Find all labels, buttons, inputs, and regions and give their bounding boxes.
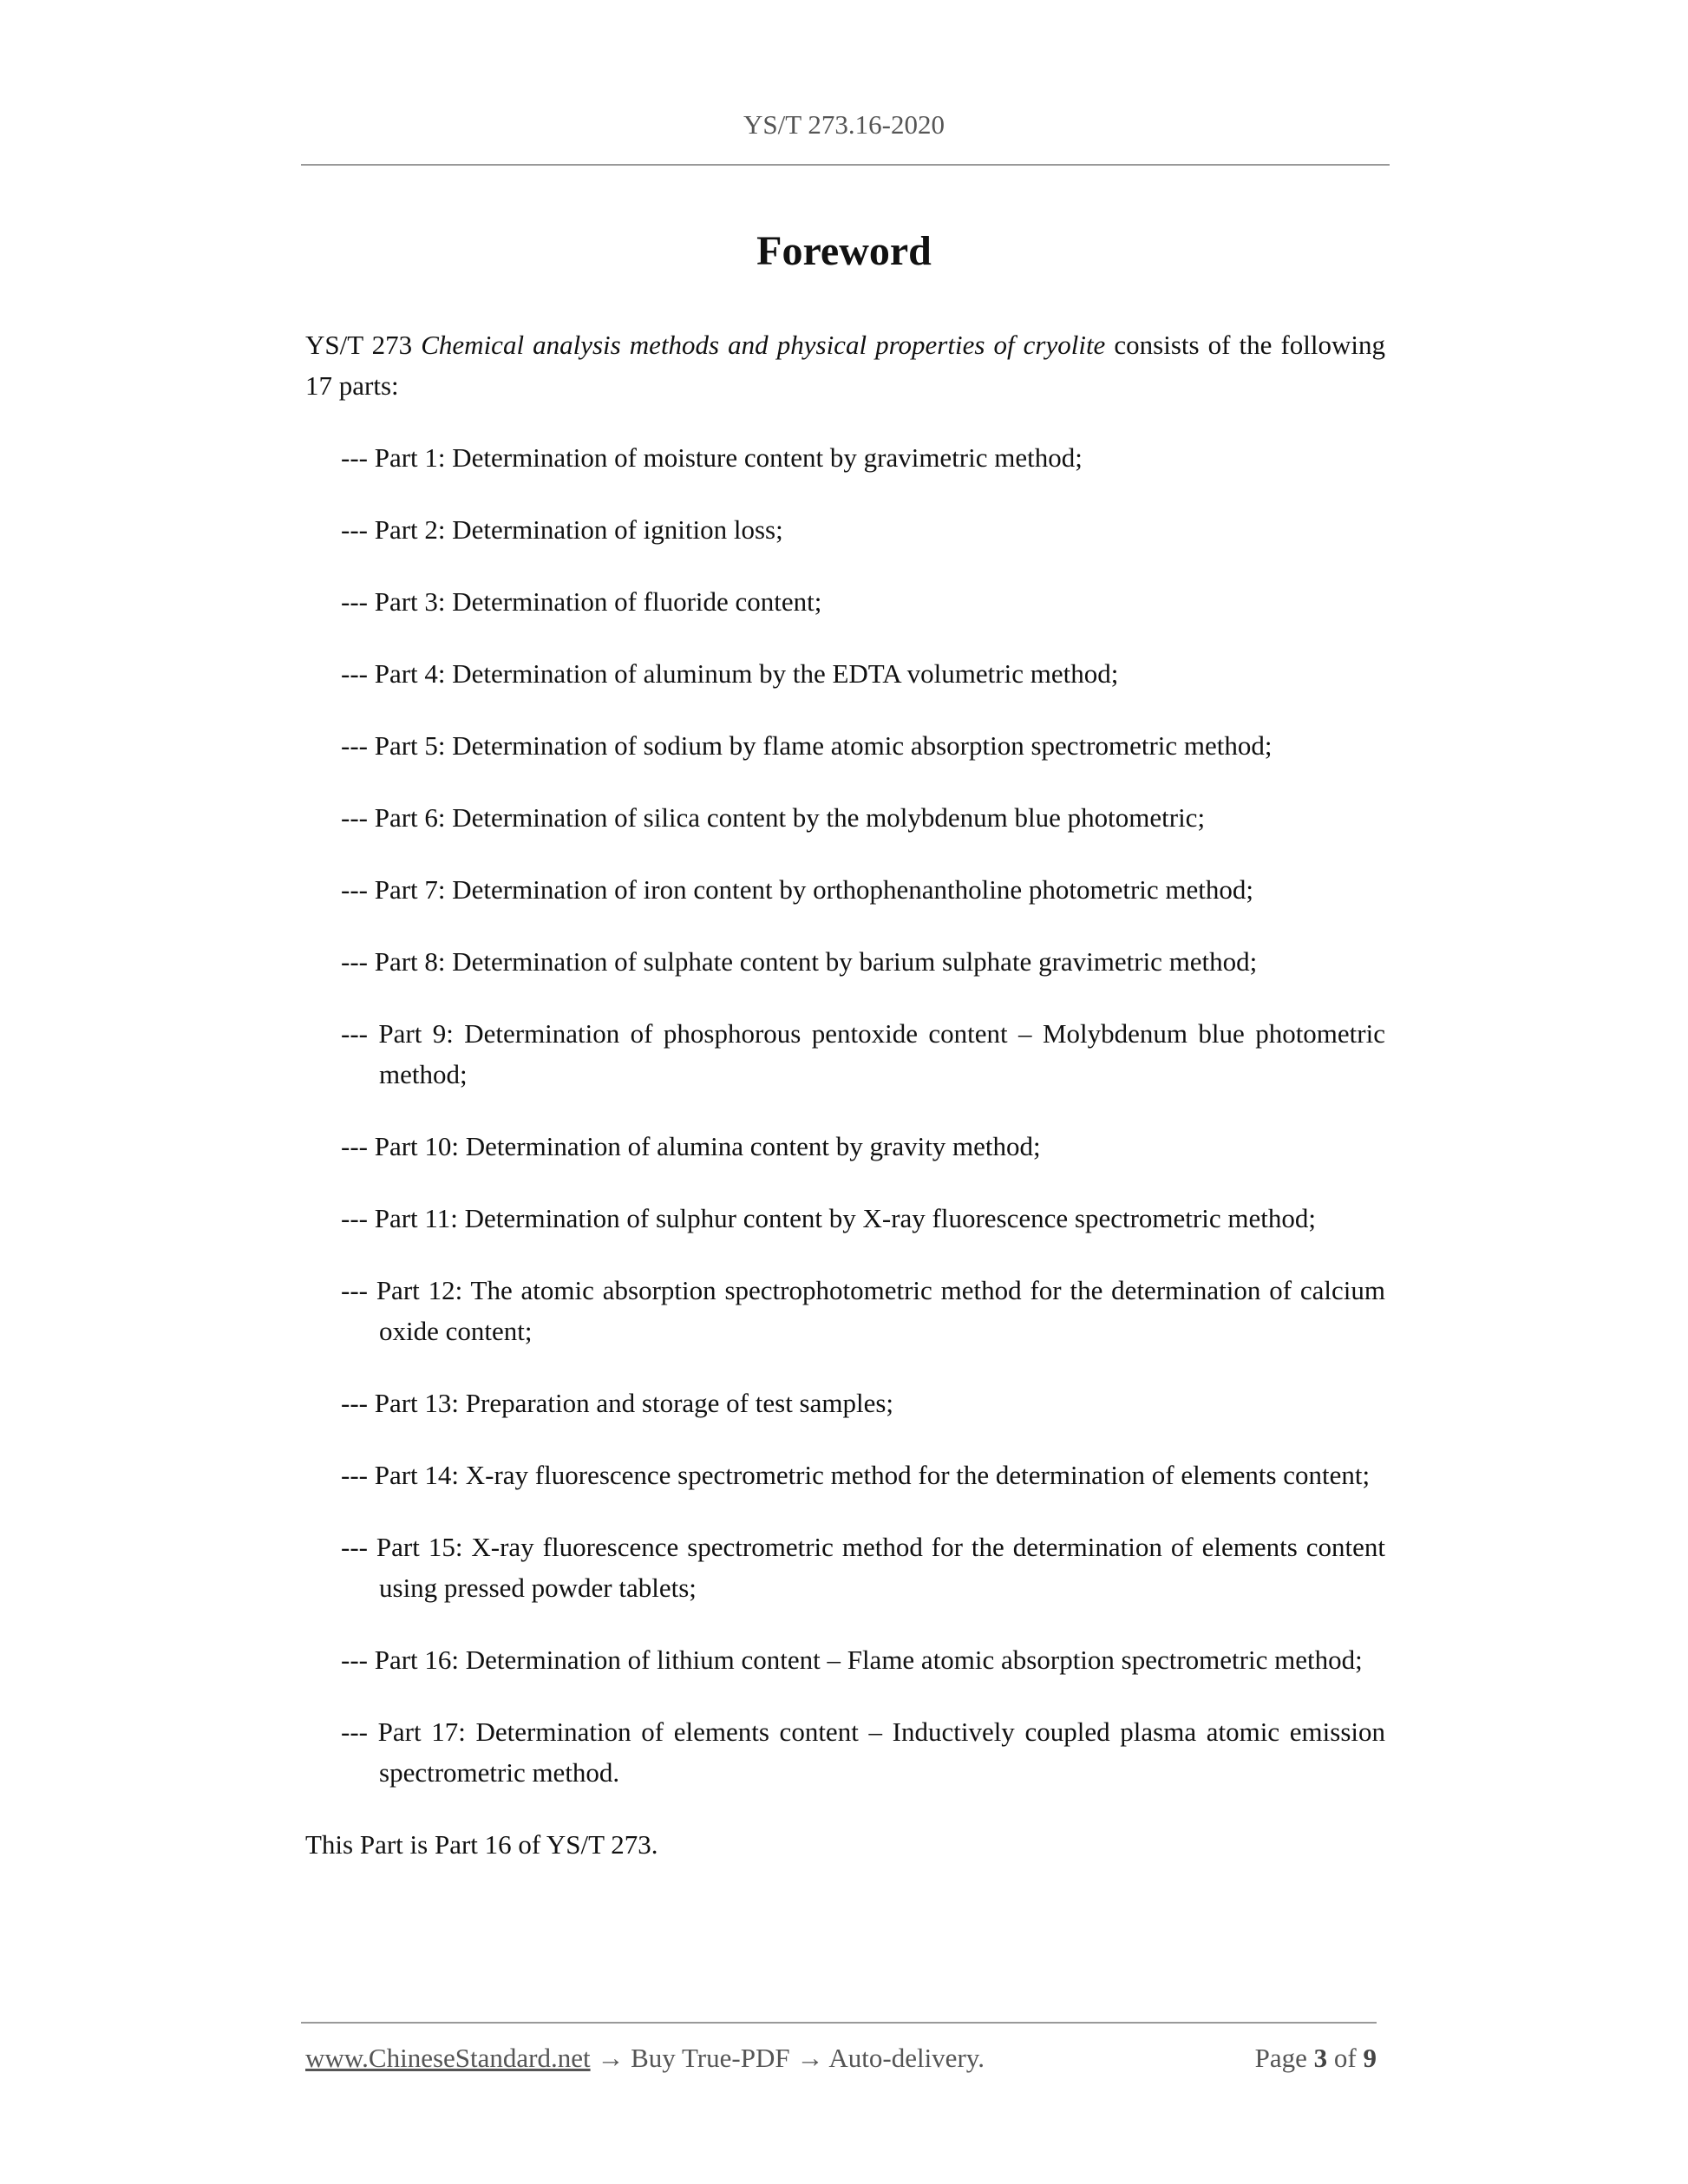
footer-divider bbox=[301, 2022, 1377, 2024]
list-item: --- Part 1: Determination of moisture content by gravimetric method; bbox=[341, 442, 1083, 473]
list-item: --- Part 9: Determination of phosphorous pentoxide content – Molybdenum blue photometric method; bbox=[341, 1018, 1385, 1089]
closing-paragraph: This Part is Part 16 of YS/T 273. bbox=[305, 1829, 658, 1860]
page-indicator bbox=[1255, 2043, 1377, 2074]
list-item: --- Part 10: Determination of alumina content by gravity method; bbox=[341, 1131, 1041, 1161]
website-link[interactable]: www.ChineseStandard.net bbox=[305, 2043, 591, 2073]
intro-suffix: consists of the following 17 parts: bbox=[305, 330, 1385, 401]
list-item: --- Part 5: Determination of sodium by flame atomic absorption spectrometric method; bbox=[341, 730, 1273, 761]
list-item: --- Part 14: X-ray fluorescence spectrometric method for the determination of elements content; bbox=[341, 1460, 1371, 1490]
list-item: --- Part 4: Determination of aluminum by the EDTA volumetric method; bbox=[341, 658, 1119, 689]
list-item: --- Part 15: X-ray fluorescence spectrometric method for the determination of elements content using pressed powder tablets; bbox=[341, 1532, 1385, 1603]
list-item: --- Part 6: Determination of silica content by the molybdenum blue photometric; bbox=[341, 802, 1206, 833]
list-item: --- Part 16: Determination of lithium content – Flame atomic absorption spectrometric method; bbox=[341, 1645, 1363, 1675]
list-item: --- Part 2: Determination of ignition loss; bbox=[341, 514, 783, 545]
intro-prefix: YS/T 273 bbox=[305, 330, 422, 360]
page-label: Page bbox=[1254, 2043, 1314, 2073]
parts-list bbox=[305, 437, 1385, 1793]
list-item: --- Part 8: Determination of sulphate content by barium sulphate gravimetric method; bbox=[341, 946, 1258, 977]
list-item: --- Part 13: Preparation and storage of test samples; bbox=[341, 1388, 894, 1418]
page-title: Foreword bbox=[756, 228, 932, 274]
list-item: --- Part 17: Determination of elements content – Inductively coupled plasma atomic emission spectrometric method. bbox=[341, 1716, 1385, 1788]
of-label: of bbox=[1327, 2043, 1364, 2073]
footer bbox=[305, 2043, 1377, 2074]
current-page: 3 bbox=[1313, 2043, 1328, 2073]
list-item: --- Part 7: Determination of iron content by orthophenantholine photometric method; bbox=[341, 874, 1254, 905]
total-pages: 9 bbox=[1363, 2043, 1377, 2073]
standard-title: Chemical analysis methods and physical properties of cryolite bbox=[421, 330, 1106, 360]
header-divider bbox=[301, 164, 1390, 166]
document-code-header: YS/T 273.16-2020 bbox=[743, 109, 945, 140]
list-item: --- Part 11: Determination of sulphur content by X-ray fluorescence spectrometric method; bbox=[341, 1203, 1316, 1233]
intro-paragraph bbox=[305, 324, 1385, 406]
list-item: --- Part 12: The atomic absorption spectrophotometric method for the determination of calcium oxide content; bbox=[341, 1275, 1385, 1346]
footer-text: → Buy True-PDF → Auto-delivery. bbox=[590, 2043, 985, 2073]
list-item: --- Part 3: Determination of fluoride content; bbox=[341, 586, 822, 617]
document-body bbox=[305, 324, 1385, 1892]
